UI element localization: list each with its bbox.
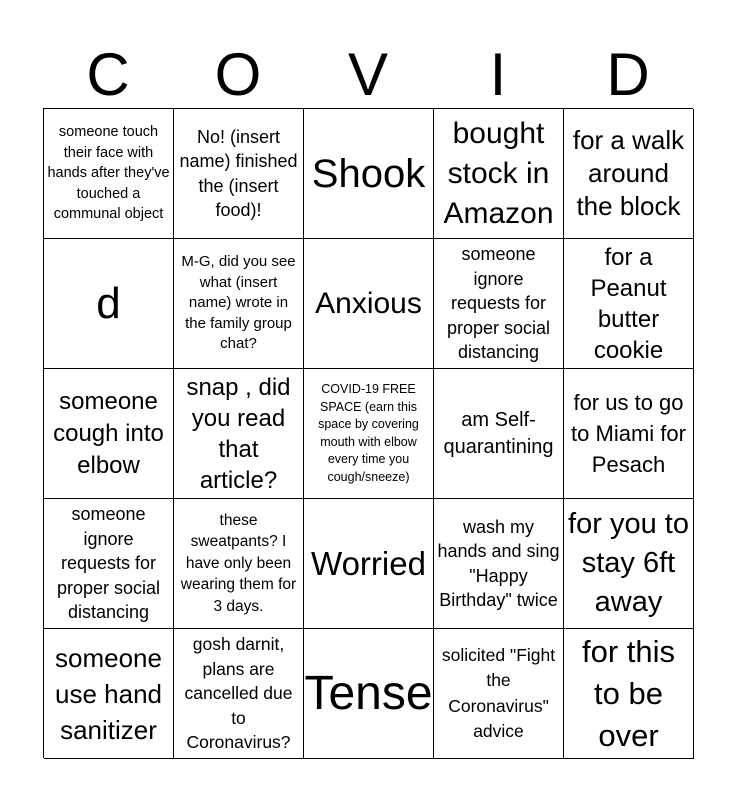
bingo-cell-r1c1[interactable] — [44, 109, 174, 239]
bingo-cell-r5c1[interactable] — [44, 629, 174, 759]
cell-text: someone use hand sanitizer — [55, 642, 162, 745]
header-letter-c: C — [86, 41, 130, 108]
bingo-cell-r3c4[interactable] — [434, 369, 564, 499]
cell-text: bought stock in Amazon — [443, 116, 554, 230]
cell-text: for a Peanut butter cookie — [590, 243, 667, 364]
cell-text: for us to go to Miami for Pesach — [571, 390, 686, 477]
bingo-cell-r3c5[interactable] — [564, 369, 694, 499]
header-letter-o: O — [214, 41, 262, 108]
bingo-cell-r5c5[interactable] — [564, 629, 694, 759]
bingo-cell-r5c3[interactable] — [304, 629, 434, 759]
cell-text: snap , did you read that article? — [186, 373, 291, 494]
bingo-cell-r4c2[interactable] — [174, 499, 304, 629]
cell-text: for this to be over — [581, 633, 676, 753]
bingo-cell-r4c1[interactable] — [44, 499, 174, 629]
cell-text: someone ignore requests for proper social distancing — [446, 244, 551, 363]
bingo-cell-r1c3[interactable] — [304, 109, 434, 239]
bingo-cell-r4c5[interactable] — [564, 499, 694, 629]
header-letter-i: I — [489, 41, 507, 108]
bingo-grid — [43, 108, 693, 758]
cell-text: someone ignore requests for proper social distancing — [56, 504, 161, 623]
bingo-cell-r1c5[interactable] — [564, 109, 694, 239]
cell-text: these sweatpants? I have only been wearing them for 3 days. — [180, 511, 297, 615]
bingo-cell-r2c3[interactable] — [304, 239, 434, 369]
bingo-cell-r5c4[interactable] — [434, 629, 564, 759]
cell-text: M-G, did you see what (insert name) wrote in the family group chat? — [181, 253, 296, 353]
bingo-cell-r4c3[interactable] — [304, 499, 434, 629]
cell-text: COVID-19 FREE SPACE (earn this space by covering mouth with elbow every time you cough/sneeze) — [318, 382, 419, 484]
cell-text: solicited "Fight the Coronavirus" advice — [441, 644, 556, 741]
cell-text: someone touch their face with hands after they've touched a communal object — [47, 124, 170, 223]
cell-text: gosh darnit, plans are cancelled due to Coronavirus? — [184, 634, 293, 753]
header-letter-v: V — [347, 41, 389, 108]
bingo-cell-r3c2[interactable] — [174, 369, 304, 499]
cell-text: No! (insert name) finished the (insert food)! — [179, 126, 298, 220]
bingo-header — [43, 42, 693, 108]
cell-text: d — [96, 278, 121, 328]
bingo-cell-r2c4[interactable] — [434, 239, 564, 369]
bingo-cell-r3c1[interactable] — [44, 369, 174, 499]
cell-text: Shook — [311, 151, 426, 196]
cell-text: wash my hands and sing "Happy Birthday" twice — [437, 516, 560, 610]
bingo-cell-r4c4[interactable] — [434, 499, 564, 629]
cell-text: Tense — [304, 666, 433, 720]
bingo-cell-r2c2[interactable] — [174, 239, 304, 369]
cell-text: for a walk around the block — [572, 125, 685, 221]
bingo-cell-r5c2[interactable] — [174, 629, 304, 759]
bingo-cell-r2c5[interactable] — [564, 239, 694, 369]
cell-text: someone cough into elbow — [53, 387, 164, 479]
cell-text: am Self-quarantining — [443, 408, 554, 458]
bingo-cell-r2c1[interactable] — [44, 239, 174, 369]
bingo-cell-r1c2[interactable] — [174, 109, 304, 239]
cell-text: for you to stay 6ft away — [568, 508, 689, 618]
bingo-cell-r3c3[interactable] — [304, 369, 434, 499]
cell-text: Worried — [311, 544, 426, 582]
header-letter-d: D — [606, 41, 650, 108]
bingo-cell-r1c4[interactable] — [434, 109, 564, 239]
cell-text: Anxious — [315, 286, 422, 320]
